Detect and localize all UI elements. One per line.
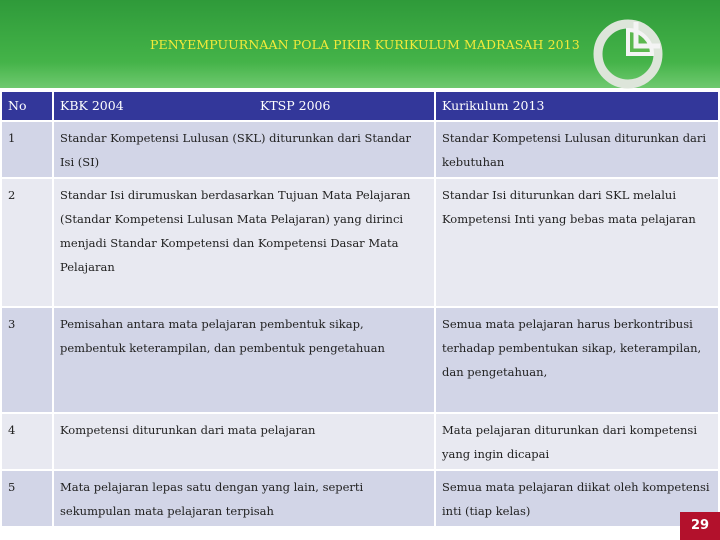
row-number: 4 xyxy=(2,414,52,469)
header-kbk-ktsp xyxy=(54,92,434,120)
row-new-curriculum: Mata pelajaran diturunkan dari kompetensi yang ingin dicapai xyxy=(436,414,718,469)
table-row xyxy=(2,179,718,306)
row-number: 3 xyxy=(2,308,52,412)
comparison-table xyxy=(0,90,720,528)
header-no: No xyxy=(2,92,52,120)
row-old-curriculum: Pemisahan antara mata pelajaran pembentuk sikap, pembentuk keterampilan, dan pembentuk pengetahuan xyxy=(54,308,434,412)
row-old-curriculum: Standar Isi dirumuskan berdasarkan Tujuan Mata Pelajaran (Standar Kompetensi Lulusan Mata Pelajaran) yang dirinci menjadi Standar Kompetensi dan Kompetensi Dasar Mata Pelajaran xyxy=(54,179,434,306)
row-old-curriculum: Standar Kompetensi Lulusan (SKL) diturunkan dari Standar Isi (SI) xyxy=(54,122,434,177)
row-new-curriculum: Standar Kompetensi Lulusan diturunkan dari kebutuhan xyxy=(436,122,718,177)
table-row xyxy=(2,471,718,526)
row-old-curriculum: Mata pelajaran lepas satu dengan yang lain, seperti sekumpulan mata pelajaran terpisah xyxy=(54,471,434,526)
header-ktsp: KTSP 2006 xyxy=(260,98,331,113)
header-kurikulum-2013: Kurikulum 2013 xyxy=(436,92,718,120)
slide-title: PENYEMPUURNAAN POLA PIKIR KURIKULUM MADRASAH 2013 xyxy=(150,37,580,52)
table-row xyxy=(2,414,718,469)
row-old-curriculum: Kompetensi diturunkan dari mata pelajaran xyxy=(54,414,434,469)
table-row xyxy=(2,122,718,177)
table-header-row xyxy=(2,92,718,120)
page-number-badge: 29 xyxy=(680,512,720,540)
header-kbk: KBK 2004 xyxy=(60,98,124,113)
row-new-curriculum: Semua mata pelajaran harus berkontribusi terhadap pembentukan sikap, keterampilan, dan pengetahuan, xyxy=(436,308,718,412)
row-new-curriculum: Standar Isi diturunkan dari SKL melalui Kompetensi Inti yang bebas mata pelajaran xyxy=(436,179,718,306)
table-row xyxy=(2,308,718,412)
header-banner xyxy=(0,0,720,88)
row-number: 1 xyxy=(2,122,52,177)
row-new-curriculum: Semua mata pelajaran diikat oleh kompetensi inti (tiap kelas) xyxy=(436,471,718,526)
pie-chart-logo-icon xyxy=(586,12,686,90)
row-number: 5 xyxy=(2,471,52,526)
row-number: 2 xyxy=(2,179,52,306)
